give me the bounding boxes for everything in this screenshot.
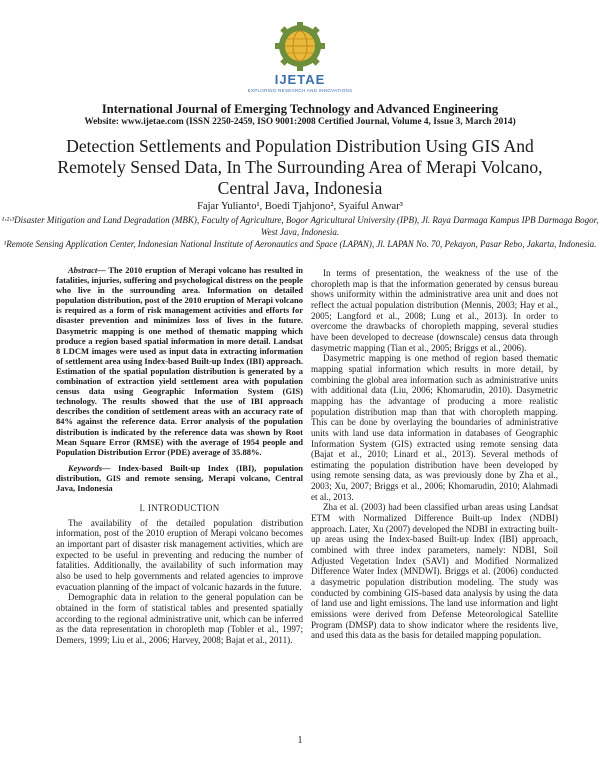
journal-logo	[240, 22, 360, 96]
page-number: 1	[297, 735, 303, 746]
abstract	[56, 265, 303, 457]
abstract-label: Abstract—	[68, 265, 106, 275]
logo-tagline: EXPLORING RESEARCH AND INNOVATIONS	[247, 88, 353, 93]
paragraph: Demographic data in relation to the general population can be obtained in the form of statistical tables and presented spatially according to the regional administrative unit, which can be inferred as the data representation in choropleth map (Tobler et al., 1997; Demers, 1999; Liu et al., 2006; Harvey, 2008; Bajat et al., 2011).	[56, 592, 303, 645]
paragraph: The availability of the detailed population distribution information, post of the 2010 eruption of Merapi volcano becomes an important part of disaster risk management activities, which are expected to be useful in preventing and reducing the number of fatalities. Additionally, the availability of such information may also be used to help governments and related agencies to improve evacuation planning of the impact of volcanic hazards in the future.	[56, 517, 303, 592]
journal-website: Website: www.ijetae.com (ISSN 2250-2459, ISO 9001:2008 Certified Journal, Volume 4, Issue 3, March 2014)	[84, 117, 516, 127]
journal-title: International Journal of Emerging Technology and Advanced Engineering	[101, 102, 499, 116]
paragraph: Dasymetric mapping is one method of region based thematic mapping spatial information which results in more detail, by combining the global area information such as administrative units with additional data (Liu, 2006; Khomarudin, 2010). Dasymetric mapping has the advantage of producing a more realistic population distribution map than that with choropleth mapping. This can be done by overlaying the boundaries of administrative units with land use data information in databases of Geographic Information System (GIS) extracted using remote sensing data (Bajat et al., 2010; Linard et al., 2013). Several methods of estimating the population distribution have been developed by using remote sensing data, as was previously done by Zha et al., 2003; Xu, 2007; Briggs et al., 2006; Khomarudin, 2010; Alahmadi et al., 2013.	[311, 353, 558, 502]
keywords-text: Index-based Built-up Index (IBI), population distribution, GIS and remote sensing, Merapi volcano, Central Java, Indonesia	[56, 462, 303, 493]
affiliation-2: ¹Remote Sensing Application Center, Indonesian National Institute of Aeronautics and Space (LAPAN), Jl. LAPAN No. 70, Pekayon, Pasar Rebo, Jakarta, Indonesia.	[3, 239, 597, 249]
paper-title: Detection Settlements and Population Distribution Using GIS And Remotely Sensed Data, In The Surrounding Area of Merapi Volcano, Central Java, Indonesia	[57, 136, 543, 198]
logo-wordmark: IJETAE	[274, 72, 326, 87]
affiliation-1: ¹·²·³Disaster Mitigation and Land Degradation (MBK), Faculty of Agriculture, Bogor Agricultural University (IPB), Jl. Raya Darmaga Kampus IPB Darmaga Bogor, West Java, Indonesia.	[1, 215, 599, 237]
right-column	[311, 268, 558, 641]
keywords-label: Keywords—	[68, 462, 111, 473]
left-column	[56, 265, 303, 646]
section-heading-introduction: I. INTRODUCTION	[139, 503, 220, 514]
keywords	[56, 463, 303, 493]
gear-globe-icon	[240, 22, 360, 72]
paragraph: Zha et al. (2003) had been classified urban areas using Landsat ETM with Normalized Difference Built-up Index (NDBI) approach. Later, Xu (2007) developed the NDBI in extracting built-up areas using the Index-based Built-up Index (IBI) approach, combined with three index parameters, namely: NDBI, Soil Adjusted Vegetation Index (SAVI) and Modified Normalized Difference Water Index (MNDWI). Briggs et al. (2006) conducted a dasymetric population distribution modeling. The study was conducted by combining GIS-based data analysis by using the data of land use and light emissions. The land use information and light emissions were derived from Defense Meteorological Satellite Program (DMSP) data to show indicator where the residents live, and used this data as the basis for detailed mapping population.	[311, 502, 558, 641]
abstract-text: The 2010 eruption of Merapi volcano has resulted in fatalities, injuries, suffering and psychological distress on the people who live in the surrounding area. Information on detailed population distribution, post of the 2010 eruption of Merapi volcano is required as a form of risk management activities and efforts for disaster prevention and minimizes loss of lives in the future. Dasymetric mapping is one method of thematic mapping which produce a region based spatial information in more detail. Landsat 8 LDCM images were used as input data in extracting information of settlement area using Index-based Built-up Index (IBI) approach. Estimation of the spatial population distribution is generated by a combination of extraction yield settlement area with population census data using Geographic Information System (GIS) technology. The results showed that the use of IBI approach describes the condition of settlement areas with an accuracy rate of 84% against the reference data. Error analysis of the population distribution is indicated by the reference data was shown by Root Mean Square Error (RMSE) with the average of 1954 people and Population Distribution Error (PDE) average of 35.88%.	[56, 265, 303, 457]
paragraph: In terms of presentation, the weakness of the use of the choropleth map is that the information generated by census bureau shows uniformity within the administrative area unit and does not reflect the actual population distribution (Mennis, 2003; Hay et al., 2005; Langford et al., 2008; Lung et al., 2013). In order to overcome the drawbacks of choropleth mapping, several studies have been developed to decrease (downscale) census data through dasymetric mapping (Tian et al., 2005; Briggs et al., 2006).	[311, 268, 558, 353]
paper-authors: Fajar Yulianto¹, Boedi Tjahjono², Syaiful Anwar³	[197, 201, 403, 212]
